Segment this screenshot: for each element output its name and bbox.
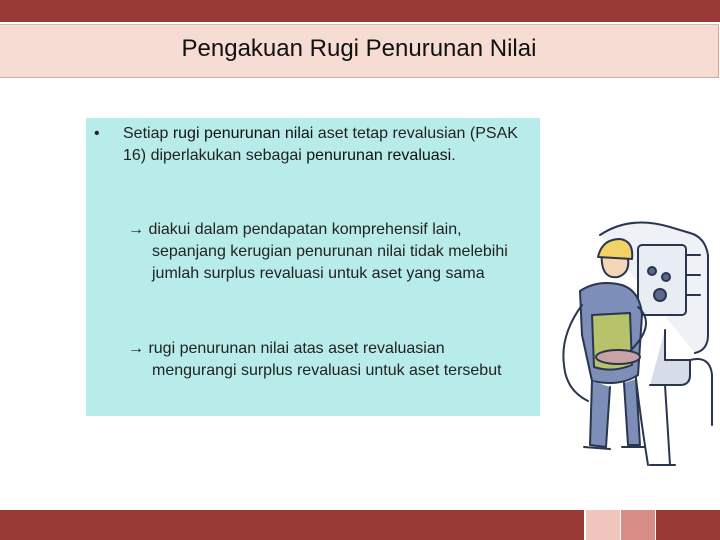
worker-at-machine-clipart <box>540 215 718 471</box>
sub-point-2-lead: rugi penurunan nilai atas aset revaluasian <box>144 340 445 357</box>
sub-point-2 <box>128 338 532 382</box>
bullet-text-part: . <box>451 147 456 164</box>
sub-point-1-first-line <box>128 219 532 241</box>
sub-point-1-text: sepanjang kerugian penurunan nilai tidak melebihi jumlah surplus revaluasi untuk aset yang sama <box>152 243 508 282</box>
footer-accent-block <box>586 510 620 540</box>
bullet-text <box>123 123 533 167</box>
arrow-right-icon: → <box>128 221 144 238</box>
content-box <box>86 118 540 416</box>
top-bar <box>0 0 720 22</box>
bullet-text-part: Setiap <box>123 125 173 142</box>
bullet-emphasis: rugi penurunan nilai <box>172 125 314 142</box>
arrow-right-icon: → <box>128 340 144 357</box>
bullet-text-part: aset tetap revalusian (PSAK 16) diperlakukan sebagai <box>123 125 518 164</box>
sub-point-2-first-line <box>128 338 532 360</box>
sub-point-1 <box>128 219 532 285</box>
sub-point-2-text: mengurangi surplus revaluasi untuk aset tersebut <box>152 362 502 379</box>
footer-accent-block <box>656 510 720 540</box>
sub-point-1-lead: diakui dalam pendapatan komprehensif lain, <box>144 221 462 238</box>
footer-accent-block <box>621 510 655 540</box>
footer-bar <box>0 510 720 540</box>
bullet-emphasis: penurunan revaluasi <box>306 147 452 164</box>
footer-main-block <box>0 510 584 540</box>
bullet-marker: • <box>94 125 100 142</box>
slide-title: Pengakuan Rugi Penurunan Nilai <box>181 35 537 62</box>
title-band <box>0 24 719 78</box>
